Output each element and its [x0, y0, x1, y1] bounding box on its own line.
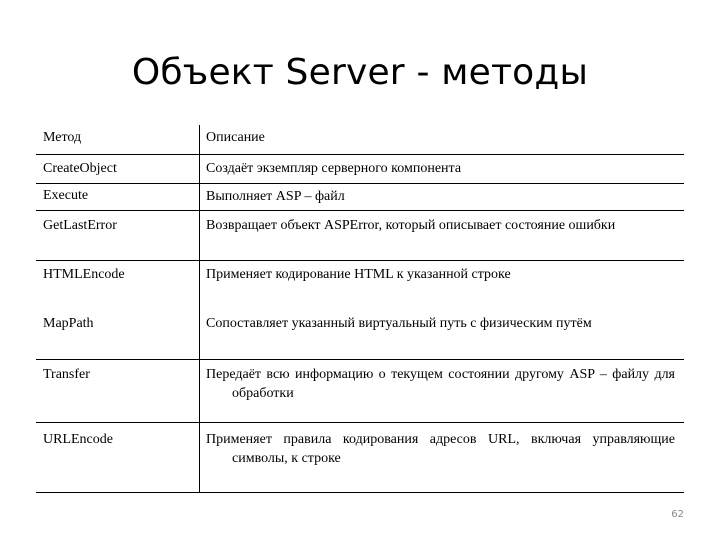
method-name: CreateObject [43, 161, 117, 176]
slide-title: Объект Server - методы [131, 52, 589, 93]
table-header-row [36, 125, 684, 155]
method-description: Применяет правила кодирования адресов URL, включая управляющие символы, к строке [206, 432, 675, 466]
method-description: Возвращает объект ASPError, который описывает состояние ошибки [206, 218, 616, 233]
method-description: Создаёт экземпляр серверного компонента [206, 161, 462, 176]
table-row [36, 211, 684, 261]
method-description: Выполняет ASP – файл [206, 189, 345, 204]
page-number: 62 [671, 509, 684, 520]
header-description: Описание [206, 130, 265, 145]
method-name: GetLastError [43, 218, 117, 233]
method-name: Transfer [43, 367, 90, 382]
table-row [36, 308, 684, 360]
method-name: URLEncode [43, 432, 113, 447]
method-description: Применяет кодирование HTML к указанной строке [206, 267, 511, 282]
table-row [36, 184, 684, 211]
table-row [36, 261, 684, 308]
table-row [36, 423, 684, 493]
methods-table [36, 125, 684, 493]
table-row [36, 360, 684, 423]
method-name: HTMLEncode [43, 267, 125, 282]
method-name: Execute [43, 188, 89, 203]
table-row [36, 155, 684, 184]
method-description: Сопоставляет указанный виртуальный путь с физическим путём [206, 316, 592, 331]
header-method: Метод [43, 130, 82, 145]
method-name: MapPath [43, 316, 94, 331]
method-description: Передаёт всю информацию о текущем состоянии другому ASP – файлу для обработки [206, 367, 675, 401]
